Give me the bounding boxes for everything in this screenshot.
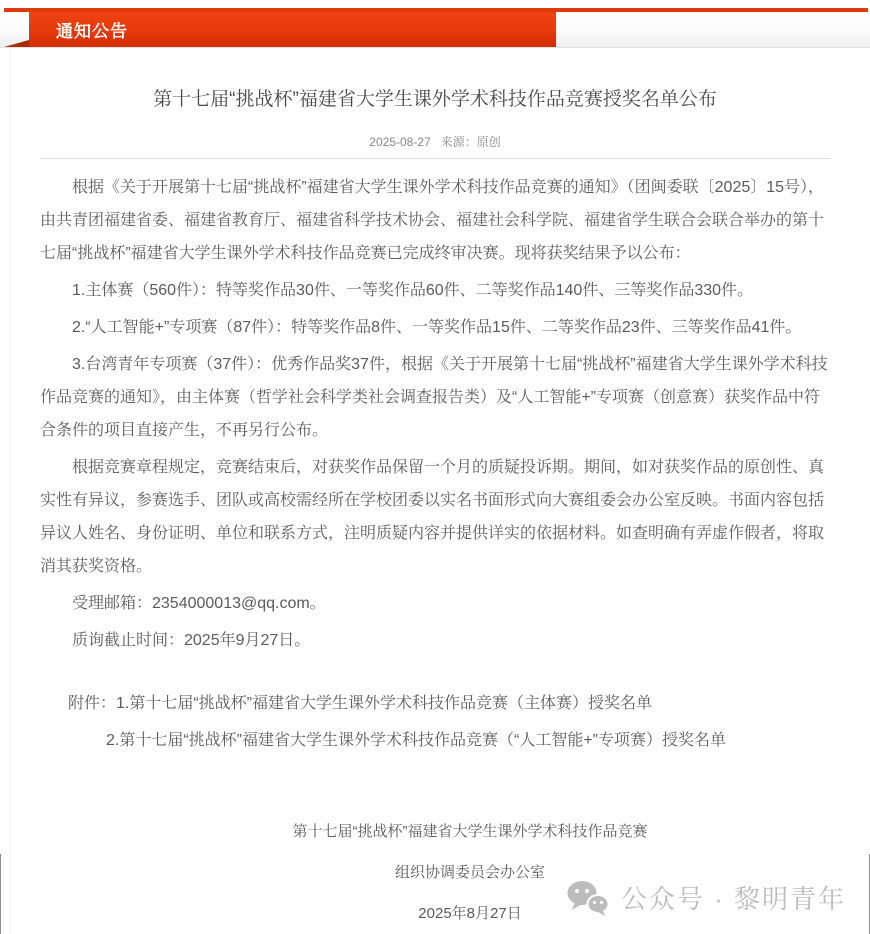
paragraph-item-1: 1.主体赛（560件）：特等奖作品30件、一等奖作品60件、二等奖作品140件、三等奖作品330件。 bbox=[72, 282, 754, 299]
section-header bbox=[0, 12, 870, 48]
attachment-link-2[interactable]: 2.第十七届“挑战杯”福建省大学生课外学术科技作品竞赛（“人工智能+”专项赛）授奖名单 bbox=[106, 732, 727, 749]
signature-organization: 第十七届“挑战杯”福建省大学生课外学术科技作品竞赛 bbox=[292, 823, 648, 840]
article-meta bbox=[0, 135, 870, 149]
article-body bbox=[0, 171, 870, 930]
wechat-icon bbox=[567, 880, 609, 916]
paragraph-deadline: 质询截止时间：2025年9月27日。 bbox=[72, 632, 311, 649]
article-title: 第十七届“挑战杯”福建省大学生课外学术科技作品竞赛授奖名单公布 bbox=[153, 89, 717, 110]
signature-date: 2025年8月27日 bbox=[418, 905, 522, 922]
publish-date: 2025-08-27 bbox=[369, 135, 431, 149]
signature-office: 组织协调委员会办公室 bbox=[394, 864, 545, 881]
section-title: 通知公告 bbox=[56, 22, 128, 41]
notice-section-tab[interactable] bbox=[29, 12, 556, 47]
paragraph-appeal-rules: 根据竞赛章程规定，竞赛结束后，对获奖作品保留一个月的质疑投诉期。期间，如对获奖作品的原创性、真实性有异议，参赛选手、团队或高校需经所在学校团委以实名书面形式向大赛组委会办公室反映。书面内容包括异议人姓名、身份证明、单位和联系方式，注明质疑内容并提供详实的依据材料。如查明确有弄虚作假者，将取消其获奖资格。 bbox=[40, 459, 825, 575]
paragraph-item-3: 3.台湾青年专项赛（37件）：优秀作品奖37件，根据《关于开展第十七届“挑战杯”福建省大学生课外学术科技作品竞赛的通知》，由主体赛（哲学社会科学类社会调查报告类）及“人工智能+”专项赛（创意赛）获奖作品中符合条件的项目直接产生，不再另行公布。 bbox=[40, 356, 828, 439]
paragraph-item-2: 2.“人工智能+”专项赛（87件）：特等奖作品8件、一等奖作品15件、二等奖作品23件、三等奖作品41件。 bbox=[72, 319, 802, 336]
ribbon-fold bbox=[4, 40, 29, 47]
article bbox=[0, 48, 870, 930]
watermark-label: 公众号 · 黎明青年 bbox=[620, 884, 846, 914]
title-divider bbox=[40, 158, 830, 159]
source-label: 来源：原创 bbox=[440, 135, 501, 149]
attachment-link-1[interactable]: 附件：1.第十七届“挑战杯”福建省大学生课外学术科技作品竞赛（主体赛）授奖名单 bbox=[68, 695, 653, 712]
wechat-watermark bbox=[567, 879, 846, 916]
paragraph-intro: 根据《关于开展第十七届“挑战杯”福建省大学生课外学术科技作品竞赛的通知》（团闽委联〔2025〕15号），由共青团福建省委、福建省教育厅、福建省科学技术协会、福建社会科学院、福建省学生联合会联合举办的第十七届“挑战杯”福建省大学生课外学术科技作品竞赛已完成终审决赛。现将获奖结果予以公布： bbox=[40, 179, 825, 262]
paragraph-email: 受理邮箱：2354000013@qq.com。 bbox=[72, 595, 326, 612]
